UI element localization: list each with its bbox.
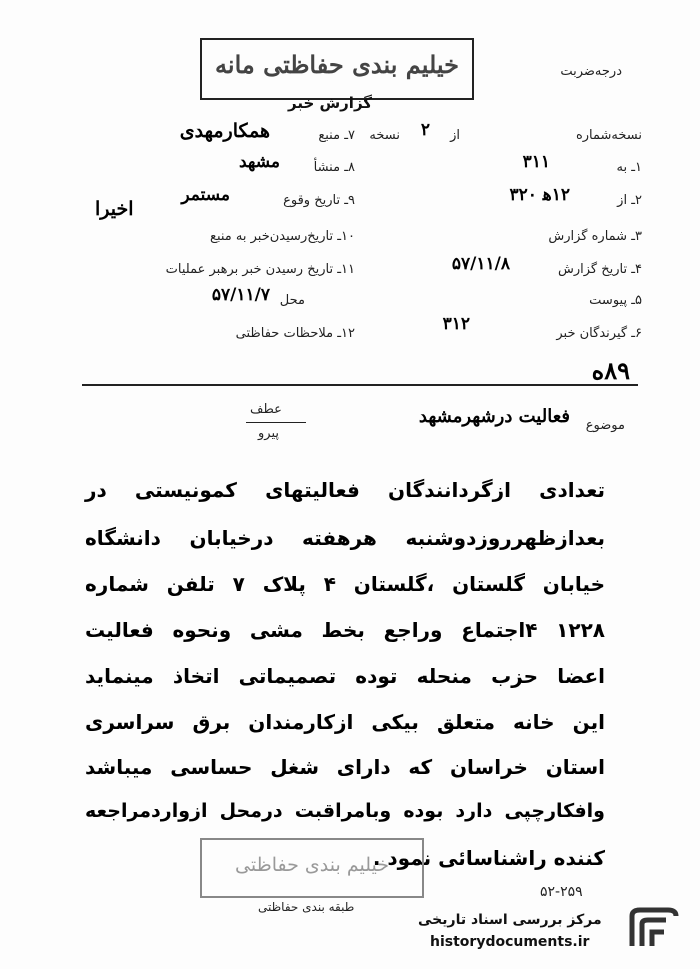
subject-value: فعالیت درشهرمشهد xyxy=(418,406,570,427)
report-date-label: ۴ـ تاریخ گزارش xyxy=(557,262,642,277)
watermark-url: historydocuments.ir xyxy=(430,934,590,950)
archive-logo-icon xyxy=(624,902,684,954)
location-label: محل xyxy=(279,293,305,308)
to-value: ۳۱۱ xyxy=(522,152,550,172)
copy-label: نسخه xyxy=(369,128,400,143)
attachment-label: ۵ـ پیوست xyxy=(589,293,642,308)
recipients-value: ۳۱۲ xyxy=(442,314,470,334)
reference-label: عطف xyxy=(250,402,282,417)
separator-line xyxy=(82,384,638,386)
body-line: این خانه متعلق بیکی ازکارمندان برق سراسری xyxy=(85,710,605,734)
ops-receipt-date-label: ۱۱ـ تاریخ رسیدن خبر برهبر عملیات xyxy=(165,262,355,277)
occurrence-date-label: ۹ـ تاریخ وقوع xyxy=(283,193,355,208)
source-value: همکارمهدی xyxy=(179,120,270,142)
report-number-label: ۳ـ شماره گزارش xyxy=(548,229,642,244)
footer-classification: طبقه بندی حفاظتی xyxy=(258,900,355,914)
body-line: ۱۲۲۸ ۴اجتماع وراجع بخط مشی ونحوه فعالیت xyxy=(85,618,605,642)
of-label: از xyxy=(450,128,460,143)
watermark-title: مرکز بررسی اسناد تاریخی xyxy=(418,912,602,928)
body-line: بعدازظهرروزدوشنبه هرهفته درخیابان دانشگاه xyxy=(85,526,605,550)
from-label: ۲ـ از xyxy=(617,193,642,208)
body-line: وافکارچپی دارد بوده وبامراقبت درمحل ازواردمراجعه xyxy=(85,800,605,822)
body-line: اعضا حزب منحله توده تصمیماتی اتخاذ مینماید xyxy=(85,664,605,688)
subject-label: موضوع xyxy=(585,418,625,433)
copy-number-label: نسخه‌شماره xyxy=(575,128,642,143)
document-code: ۵۲-۲۵۹ xyxy=(540,884,583,900)
recipients-label: ۶ـ گیرندگان خبر xyxy=(556,326,642,341)
location-value: ۵۷/۱۱/۷ xyxy=(211,285,270,305)
classification-stamp-bottom xyxy=(200,838,424,898)
stamp-top-text: خیلیم بندی حفاظتی مانه xyxy=(215,50,459,79)
report-date-value: ۵۷/۱۱/۸ xyxy=(451,254,510,274)
report-title: گزارش خبر xyxy=(287,94,373,112)
security-notes-label: ۱۲ـ ملاحظات حفاظتی xyxy=(235,326,355,341)
stamp-bottom-text: خیلیم بندی حفاظتی xyxy=(235,854,389,876)
origin-value: مشهد xyxy=(238,152,280,172)
from-value: ۱۲ه‍ ۳۲۰ xyxy=(509,185,570,205)
to-label: ۱ـ به xyxy=(616,160,642,175)
margin-note: ۸۹ه xyxy=(591,356,630,385)
origin-label: ۸ـ منشأ xyxy=(313,160,355,175)
source-label: ۷ـ منبع xyxy=(318,128,355,143)
copy-count-value: ۲ xyxy=(420,120,430,140)
body-line: استان خراسان که دارای شغل حساسی میباشد xyxy=(85,755,605,779)
reference-divider xyxy=(246,422,306,423)
body-line-last: کننده راشناسائی نمود . xyxy=(372,846,605,870)
occurrence-date-value: مستمر xyxy=(181,185,230,205)
source-receipt-date-label: ۱۰ـ تاریخ‌رسیدن‌خبر به منبع xyxy=(210,229,355,244)
source-receipt-date-value: اخیرا xyxy=(95,198,134,220)
body-line: خیابان گلستان ،گلستان ۴ پلاک ۷ تلفن شماره xyxy=(85,572,605,596)
classification-label: درجه‌ضربت xyxy=(560,64,622,79)
body-line: تعدادی ازگردانندگان فعالیتهای کمونیستی در xyxy=(85,478,605,502)
followup-label: پیرو xyxy=(258,426,279,441)
classification-stamp-top xyxy=(200,38,474,100)
